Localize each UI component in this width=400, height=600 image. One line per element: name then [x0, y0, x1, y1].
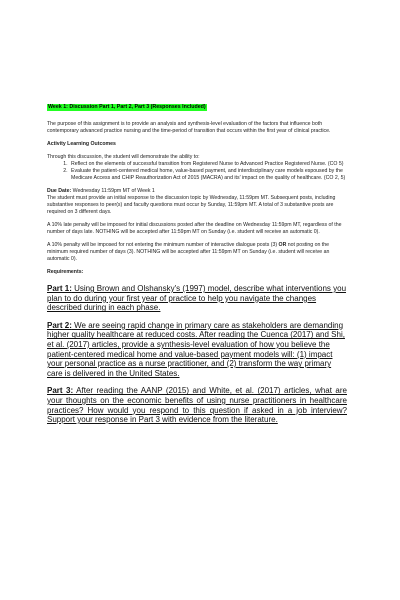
part-3-text: After reading the AANP (2015) and White, et al. (2017) articles, what are your thoughts on the economic benefits of using nurse practitioners in healthcare practices? How would you respond to this question if asked in a job interview? Support your response in Part 3 with evidence from the literature.: [47, 386, 347, 425]
due-date-line: [47, 188, 347, 195]
due-date-value: Wednesday 11:59pm MT of Week 1: [72, 188, 155, 194]
outcome-item: 1. Reflect on the elements of successful transition from Registered Nurse to Advanced Practice Registered Nurse. (CO 5): [69, 161, 347, 168]
outcomes-title: Activity Learning Outcomes: [47, 141, 116, 147]
requirements-title: Requirements:: [47, 269, 84, 275]
outcome-item: 2. Evaluate the patient-centered medical home, value-based payment, and interdisciplinary care models espoused by the Medicare Access and CHIP Reauthorization Act of 2015 (MACRA) and its' impact on the quality of healthcare. (CO 2, 5): [69, 168, 347, 182]
purpose-paragraph: The purpose of this assignment is to provide an analysis and synthesis-level evaluation of the factors that influence both contemporary advanced practice nursing and the time-period of transition that occurs within the first year of clinical practice.: [47, 121, 331, 134]
part-3-paragraph: [47, 386, 347, 424]
posting-penalty-text-b: not posting on the minimum required number of days (3). NOTHING will be accepted after 11:59pm MT on Sunday (i.e. student will receive an automatic 0).: [47, 242, 330, 262]
posting-penalty-or: OR: [278, 242, 287, 248]
part-2-text: We are seeing rapid change in primary care as stakeholders are demanding higher quality healthcare at reduced costs. After reading the Cuenca (2017) and Shi, et al. (2017) articles, provide a synthesis-level evaluation of how you believe the patient-centered medical home and value-based payment models will: (1) impact your personal practice as a nurse practitioner, and (2) transform the way primary care is delivered in the United States.: [47, 320, 345, 378]
part-3-label: Part 3:: [47, 386, 74, 396]
part-1-text: Using Brown and Olshansky's (1997) model, describe what interventions you plan to do during your first year of practice to help you navigate the changes described during in each phase.: [47, 284, 347, 313]
part-2-label: Part 2:: [47, 320, 72, 330]
late-penalty-paragraph: A 10% late penalty will be imposed for initial discussions posted after the deadline on Wednesday 11:59pm MT, regardless of the number of days late. NOTHING will be accepted after 11:59pm MT on Sunday (i.e. student will receive an automatic 0).: [47, 222, 342, 235]
document-body: [47, 95, 347, 425]
outcomes-list: [47, 161, 347, 182]
page-heading: [47, 95, 347, 113]
heading-text: Week 1: Discussion Part 1, Part 2, Part 3 (Responses Included): [48, 104, 206, 110]
outcomes-intro: Through this discussion, the student will demonstrate the ability to:: [47, 154, 200, 160]
part-2-paragraph: [47, 321, 347, 379]
posting-penalty-text-a: A 10% penalty will be imposed for not entering the minimum number of interactive dialogue posts (3): [47, 242, 279, 248]
posting-penalty-paragraph: [47, 242, 347, 263]
part-1-paragraph: [47, 284, 347, 313]
due-date-label: Due Date:: [47, 188, 72, 194]
part-1-label: Part 1:: [47, 284, 72, 293]
due-date-details: The student must provide an initial response to the discussion topic by Wednesday, 11:59pm MT. Subsequent posts, including substantive responses to peer(s) and faculty questions must occur by Sunday, 11:59pm MT. A total of 3 substantive posts are required on 3 different days.: [47, 195, 336, 215]
